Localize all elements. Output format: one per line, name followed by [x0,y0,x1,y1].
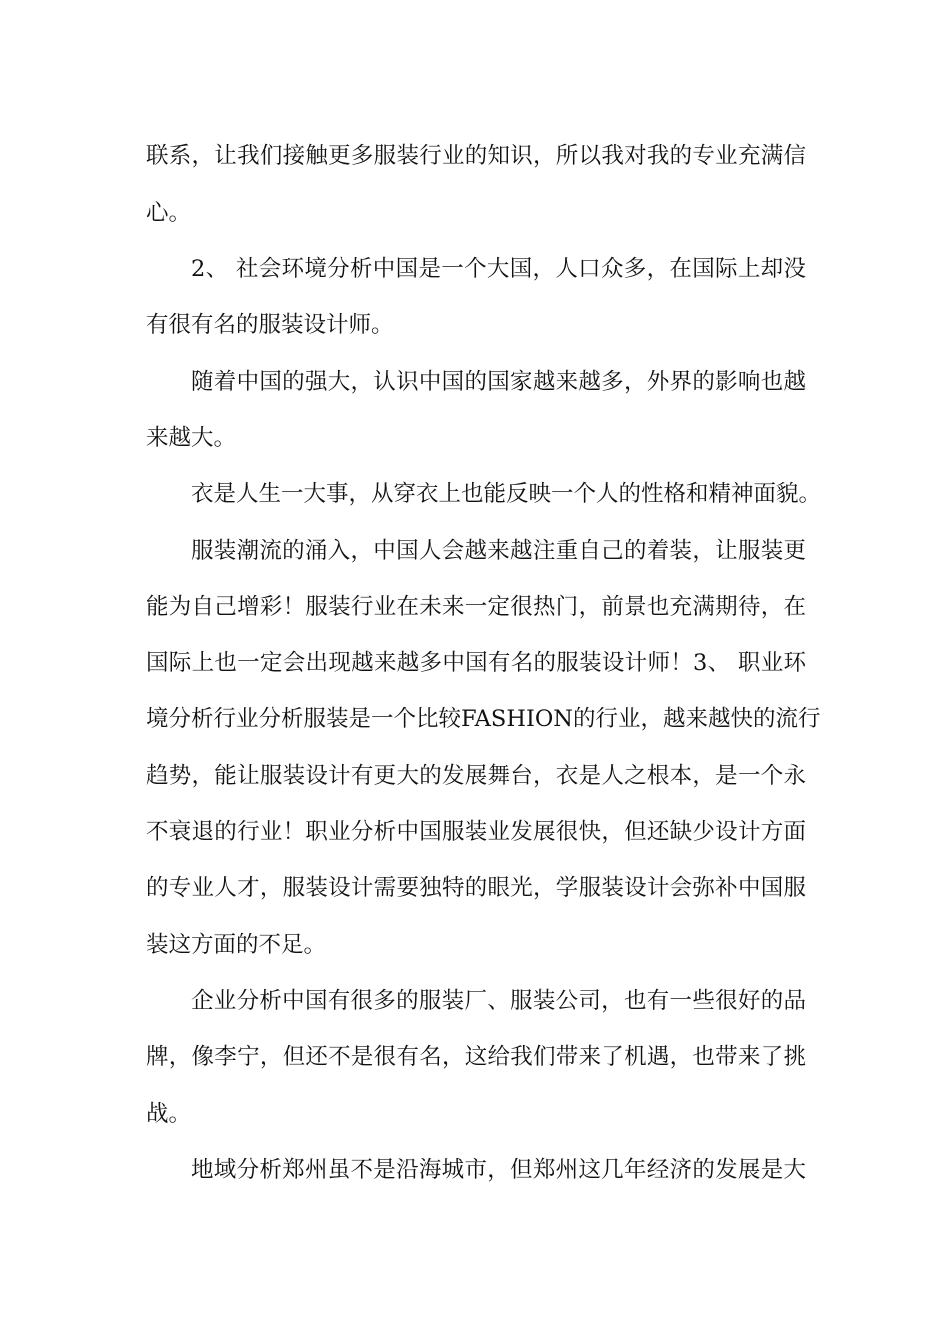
text-line: 服装潮流的涌入，中国人会越来越注重自己的着装，让服装更 [191,538,806,564]
text-line: 心。 [146,200,192,226]
text-line: 地域分析郑州虽不是沿海城市，但郑州这几年经济的发展是大 [191,1157,806,1183]
text-line: 企业分析中国有很多的服装厂、服装公司，也有一些很好的品 [191,988,806,1014]
text-line: 战。 [146,1101,192,1127]
text-line: 国际上也一定会出现越来越多中国有名的服装设计师！3、 职业环 [146,650,806,676]
text-line: 不衰退的行业！职业分析中国服装业发展很快，但还缺少设计方面 [146,819,806,845]
text-line: 装这方面的不足。 [146,932,327,958]
text-line: 牌，像李宁，但还不是很有名，这给我们带来了机遇，也带来了挑 [146,1044,806,1070]
text-line: 趋势，能让服装设计有更大的发展舞台，衣是人之根本，是一个永 [146,763,806,789]
text-line: 来越大。 [146,425,237,451]
text-line: 有很有名的服装设计师。 [146,312,394,338]
text-line: 境分析行业分析服装是一个比较FASHION的行业，越来越快的流行 [146,706,821,732]
text-line: 衣是人生一大事，从穿衣上也能反映一个人的性格和精神面貌。 [191,481,822,507]
text-line: 联系，让我们接触更多服装行业的知识，所以我对我的专业充满信 [146,143,806,169]
text-line: 2、 社会环境分析中国是一个大国，人口众多，在国际上却没 [191,256,806,282]
text-line: 随着中国的强大，认识中国的国家越来越多，外界的影响也越 [191,369,806,395]
text-line: 的专业人才，服装设计需要独特的眼光，学服装设计会弥补中国服 [146,875,806,901]
text-line: 能为自己增彩！服装行业在未来一定很热门，前景也充满期待，在 [146,594,806,620]
